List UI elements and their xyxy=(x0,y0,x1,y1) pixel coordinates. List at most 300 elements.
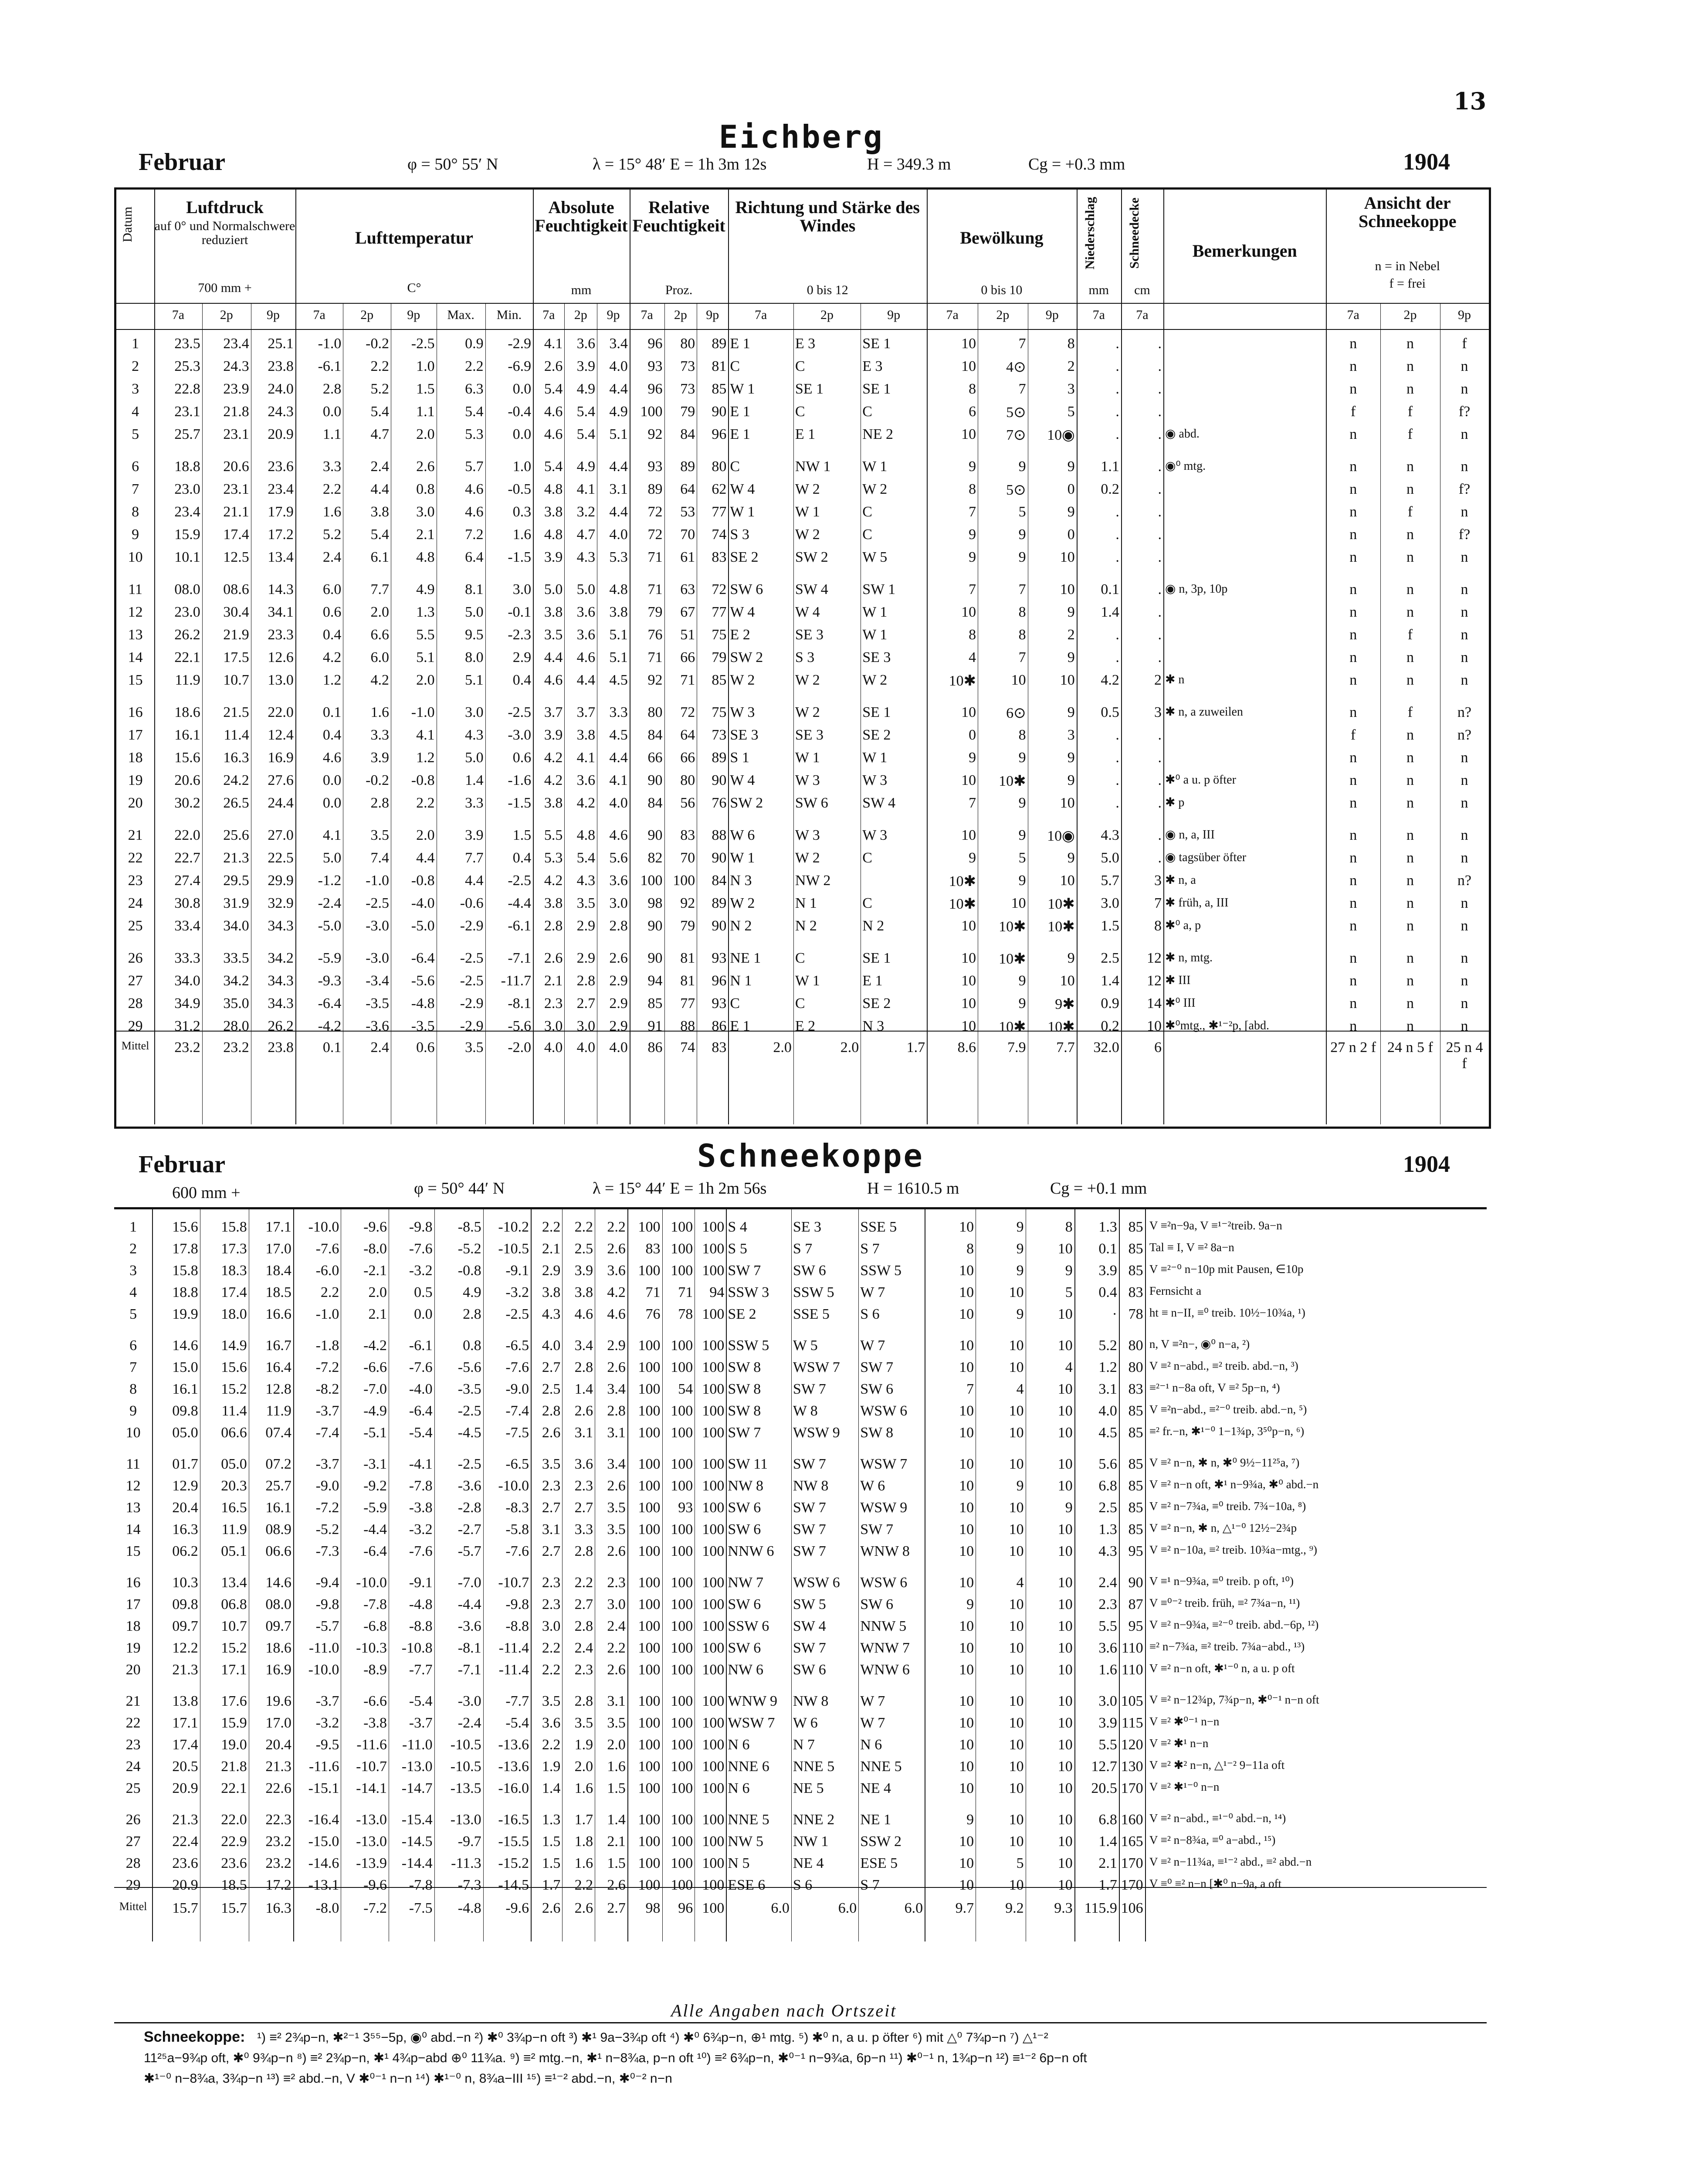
value-cell: 71 xyxy=(680,672,695,688)
value-cell: 18.6 xyxy=(265,1640,291,1656)
remark-cell: V ≡² n−7¾a, ≡⁰ treib. 7¾−10a, ⁸) xyxy=(1149,1500,1306,1513)
date-cell: 27 xyxy=(128,973,143,989)
value-cell: 84 xyxy=(680,426,695,442)
value-cell: -1.0 xyxy=(318,336,342,352)
value-cell: -3.7 xyxy=(315,1693,339,1709)
value-cell: 3.5 xyxy=(607,1521,626,1538)
value-cell: 67 xyxy=(680,604,695,620)
value-cell: n xyxy=(1349,750,1357,766)
mittel-cell: 15.7 xyxy=(221,1900,247,1916)
value-cell: . xyxy=(1158,404,1162,420)
value-cell: 6.3 xyxy=(465,381,484,397)
value-cell: E 1 xyxy=(862,973,883,989)
value-cell: -6.6 xyxy=(363,1359,387,1375)
value-cell: 3.9 xyxy=(1098,1715,1117,1731)
value-cell: W 2 xyxy=(795,672,820,688)
mittel-cell: 2.7 xyxy=(607,1900,626,1916)
value-cell: NW 8 xyxy=(793,1478,829,1494)
value-cell: -8.8 xyxy=(409,1618,433,1634)
value-cell: 2.3 xyxy=(574,1478,593,1494)
date-cell: 19 xyxy=(125,1640,141,1656)
value-cell: 2.8 xyxy=(574,1359,593,1375)
value-cell: 6.8 xyxy=(1098,1812,1117,1828)
value-cell: SSW 5 xyxy=(728,1337,769,1354)
value-cell: 2.6 xyxy=(607,1543,626,1559)
value-cell: 100 xyxy=(702,1596,725,1612)
value-cell: 1.6 xyxy=(574,1855,593,1871)
value-cell: 10.7 xyxy=(223,672,249,688)
value-cell: -6.5 xyxy=(505,1456,529,1472)
value-cell: 2.7 xyxy=(574,1500,593,1516)
value-cell: 10 xyxy=(1057,1833,1073,1850)
value-cell: 0.0 xyxy=(512,426,532,442)
abs-humidity-header: Absolute Feuchtigkeit xyxy=(535,197,628,235)
value-cell: 3.6 xyxy=(1098,1640,1117,1656)
value-cell: 100 xyxy=(671,1640,693,1656)
value-cell: 2.0 xyxy=(368,1284,387,1300)
value-cell: NW 5 xyxy=(728,1833,763,1850)
value-cell: NE 1 xyxy=(730,950,761,966)
value-cell: . xyxy=(1158,772,1162,788)
value-cell: 14.6 xyxy=(265,1575,291,1591)
value-cell: . xyxy=(1158,549,1162,565)
remark-cell: ✱ n, mtg. xyxy=(1165,951,1213,964)
table-row xyxy=(114,1812,1487,1833)
value-cell: . xyxy=(1158,358,1162,374)
value-cell: -4.9 xyxy=(363,1403,387,1419)
table-row xyxy=(116,404,1489,425)
value-cell: C xyxy=(862,404,872,420)
value-cell: 10 xyxy=(959,1521,974,1538)
schneekoppe-latitude: φ = 50° 44′ N xyxy=(414,1179,505,1198)
value-cell: 23.2 xyxy=(265,1855,291,1871)
value-cell: 10 xyxy=(1057,1596,1073,1612)
table-row xyxy=(114,1855,1487,1876)
value-cell: 2.1 xyxy=(368,1306,387,1322)
value-cell: 16.7 xyxy=(265,1337,291,1354)
schneekoppe-year: 1904 xyxy=(1403,1151,1450,1177)
value-cell: E 2 xyxy=(795,1018,816,1034)
time-subheader: 9p xyxy=(706,308,719,322)
value-cell: SW 7 xyxy=(860,1521,894,1538)
value-cell: 10 xyxy=(959,1715,974,1731)
value-cell: 0.0 xyxy=(322,772,342,788)
mittel-cell: -8.0 xyxy=(315,1900,339,1916)
mittel-cell: 25 n 4 f xyxy=(1446,1039,1483,1072)
value-cell: 1.9 xyxy=(574,1737,593,1753)
value-cell: W 5 xyxy=(862,549,888,565)
value-cell: -2.4 xyxy=(318,895,342,911)
value-cell: 18.5 xyxy=(265,1284,291,1300)
mittel-cell: 4.0 xyxy=(609,1039,628,1056)
value-cell: -9.6 xyxy=(363,1219,387,1235)
value-cell: -3.0 xyxy=(508,727,532,743)
value-cell: 100 xyxy=(671,1715,693,1731)
value-cell: f xyxy=(1407,426,1413,442)
value-cell: -6.4 xyxy=(318,995,342,1011)
value-cell: 3.9 xyxy=(465,827,484,843)
value-cell: -6.6 xyxy=(363,1693,387,1709)
value-cell: 6.8 xyxy=(1098,1478,1117,1494)
value-cell: 20.6 xyxy=(174,772,200,788)
value-cell: · xyxy=(1112,1306,1117,1322)
value-cell: 15.8 xyxy=(221,1219,247,1235)
value-cell: 9 xyxy=(1018,827,1026,843)
value-cell: -8.1 xyxy=(508,995,532,1011)
value-cell: f xyxy=(1351,404,1356,420)
value-cell: SSW 2 xyxy=(860,1833,902,1850)
value-cell: W 4 xyxy=(730,772,755,788)
value-cell: 9 xyxy=(969,850,976,866)
value-cell: 23.1 xyxy=(174,404,200,420)
value-cell: -2.7 xyxy=(458,1521,481,1538)
value-cell: C xyxy=(730,995,740,1011)
value-cell: 22.1 xyxy=(221,1780,247,1796)
value-cell: 10 xyxy=(1057,1306,1073,1322)
value-cell: 5⊙ xyxy=(1006,404,1026,421)
value-cell: 0.8 xyxy=(463,1337,481,1354)
remark-cell: V ≡² n−n, ✱ n, △¹⁻⁰ 12½−2¾p xyxy=(1149,1521,1297,1534)
value-cell: 16.4 xyxy=(265,1359,291,1375)
value-cell: -4.2 xyxy=(363,1337,387,1354)
value-cell: -3.2 xyxy=(315,1715,339,1731)
value-cell: SE 3 xyxy=(862,649,891,665)
value-cell: 100 xyxy=(638,1219,661,1235)
value-cell: 5.5 xyxy=(1098,1737,1117,1753)
value-cell: n xyxy=(1406,750,1414,766)
value-cell: 100 xyxy=(671,1425,693,1441)
value-cell: -3.1 xyxy=(363,1456,387,1472)
value-cell: 26.2 xyxy=(174,627,200,643)
value-cell: -9.4 xyxy=(315,1575,339,1591)
mittel-cell: 2.0 xyxy=(773,1039,792,1056)
value-cell: 2.3 xyxy=(542,1575,561,1591)
value-cell: SW 7 xyxy=(728,1263,761,1279)
value-cell: . xyxy=(1158,795,1162,811)
value-cell: 21.1 xyxy=(223,504,249,520)
value-cell: 3.8 xyxy=(544,504,563,520)
table-row xyxy=(114,1662,1487,1683)
value-cell: 4 xyxy=(969,649,976,665)
value-cell: W 7 xyxy=(860,1337,885,1354)
value-cell: -7.1 xyxy=(458,1662,481,1678)
value-cell: -4.2 xyxy=(318,1018,342,1034)
value-cell: 21.8 xyxy=(223,404,249,420)
value-cell: -4.4 xyxy=(508,895,532,911)
remark-cell: V ≡² n−abd., ≡² treib. abd.−n, ³) xyxy=(1149,1359,1298,1372)
value-cell: 10◉ xyxy=(1047,427,1075,443)
value-cell: 4.9 xyxy=(576,458,596,475)
value-cell: 3.0 xyxy=(542,1618,561,1634)
value-cell: 100 xyxy=(671,1359,693,1375)
value-cell: 5.2 xyxy=(322,526,342,543)
value-cell: f? xyxy=(1458,404,1471,420)
value-cell: 13.4 xyxy=(221,1575,247,1591)
value-cell: 2.4 xyxy=(1098,1575,1117,1591)
value-cell: 9 xyxy=(1018,526,1026,543)
value-cell: 94 xyxy=(647,973,663,989)
date-cell: 7 xyxy=(129,1359,137,1375)
value-cell: -9.0 xyxy=(315,1478,339,1494)
date-cell: 12 xyxy=(128,604,143,620)
value-cell: 4.4 xyxy=(544,649,563,665)
value-cell: 5.4 xyxy=(465,404,484,420)
date-cell: 27 xyxy=(125,1833,141,1850)
value-cell: -7.1 xyxy=(508,950,532,966)
value-cell: 2.9 xyxy=(607,1337,626,1354)
value-cell: 72 xyxy=(680,704,695,720)
value-cell: 100 xyxy=(638,1478,661,1494)
value-cell: 3.0 xyxy=(416,504,435,520)
schneekoppe-height: H = 1610.5 m xyxy=(867,1179,959,1198)
time-subheader: 7a xyxy=(754,308,767,322)
value-cell: -1.6 xyxy=(508,772,532,788)
value-cell: 81 xyxy=(712,358,727,374)
value-cell: -10.0 xyxy=(356,1575,387,1591)
remark-cell: V ≡² n−n, ✱ n, ✱⁰ 9½−11²⁵a, ⁷) xyxy=(1149,1456,1300,1469)
value-cell: 71 xyxy=(647,581,663,597)
value-cell: -16.0 xyxy=(498,1780,529,1796)
value-cell: 1.5 xyxy=(542,1855,561,1871)
value-cell: 10 xyxy=(1009,1812,1024,1828)
value-cell: C xyxy=(795,358,805,374)
value-cell: 10 xyxy=(959,1284,974,1300)
value-cell: N 3 xyxy=(730,872,752,889)
value-cell: N 7 xyxy=(793,1737,815,1753)
value-cell: 1.4 xyxy=(574,1381,593,1397)
value-cell: 100 xyxy=(671,1456,693,1472)
value-cell: 35.0 xyxy=(223,995,249,1011)
value-cell: WNW 7 xyxy=(860,1640,910,1656)
time-subheader: Min. xyxy=(496,308,522,322)
value-cell: NE 2 xyxy=(862,426,894,442)
date-cell: 13 xyxy=(128,627,143,643)
value-cell: 6.0 xyxy=(370,649,389,665)
value-cell: 92 xyxy=(647,672,663,688)
value-cell: -5.4 xyxy=(409,1425,433,1441)
value-cell: 3.6 xyxy=(576,627,596,643)
value-cell: 4.1 xyxy=(576,481,596,497)
value-cell: 10 xyxy=(959,1500,974,1516)
value-cell: 2.8 xyxy=(607,1403,626,1419)
value-cell: WSW 7 xyxy=(860,1456,908,1472)
remark-cell: ✱⁰mtg., ✱¹⁻²p, [abd. xyxy=(1165,1019,1269,1032)
value-cell: NNE 2 xyxy=(793,1812,835,1828)
value-cell: 7 xyxy=(1154,895,1162,911)
value-cell: 24.3 xyxy=(268,404,294,420)
value-cell: 100 xyxy=(638,1456,661,1472)
value-cell: W 2 xyxy=(795,526,820,543)
value-cell: 100 xyxy=(702,1780,725,1796)
value-cell: 1.6 xyxy=(322,504,342,520)
value-cell: 22.1 xyxy=(174,649,200,665)
value-cell: 70 xyxy=(680,850,695,866)
value-cell: N 3 xyxy=(862,1018,884,1034)
value-cell: W 2 xyxy=(862,481,888,497)
value-cell: -6.9 xyxy=(508,358,532,374)
value-cell: 3.5 xyxy=(370,827,389,843)
value-cell: 3.8 xyxy=(544,895,563,911)
value-cell: -2.5 xyxy=(458,1403,481,1419)
value-cell: 4.2 xyxy=(607,1284,626,1300)
remark-cell: ✱ n xyxy=(1165,673,1185,686)
value-cell: 21.3 xyxy=(172,1812,198,1828)
value-cell: 0.4 xyxy=(322,727,342,743)
value-cell: 3.9 xyxy=(1098,1263,1117,1279)
value-cell: 90 xyxy=(712,772,727,788)
value-cell: 85 xyxy=(1128,1403,1143,1419)
value-cell: -5.2 xyxy=(458,1241,481,1257)
value-cell: 17.9 xyxy=(268,504,294,520)
date-cell: 21 xyxy=(128,827,143,843)
value-cell: 33.5 xyxy=(223,950,249,966)
schneekoppe-gravity-correction: Cg = +0.1 mm xyxy=(1050,1179,1147,1198)
value-cell: 5.5 xyxy=(544,827,563,843)
value-cell: 9 xyxy=(1067,604,1075,620)
value-cell: 23.4 xyxy=(223,336,249,352)
value-cell: 16.9 xyxy=(265,1662,291,1678)
value-cell: 2.8 xyxy=(609,918,628,934)
value-cell: f xyxy=(1407,627,1413,643)
value-cell: 0.0 xyxy=(322,404,342,420)
value-cell: 6⊙ xyxy=(1006,705,1026,721)
value-cell: 17.1 xyxy=(221,1662,247,1678)
value-cell: -0.5 xyxy=(508,481,532,497)
value-cell: 2.3 xyxy=(542,1478,561,1494)
temperature-unit: C° xyxy=(407,281,421,295)
value-cell: 10 xyxy=(959,1478,974,1494)
value-cell: 100 xyxy=(702,1306,725,1322)
value-cell: 80 xyxy=(680,336,695,352)
value-cell: 100 xyxy=(671,1543,693,1559)
remark-cell: ✱ n, a zuweilen xyxy=(1165,705,1243,719)
value-cell: 9 xyxy=(969,526,976,543)
value-cell: -9.8 xyxy=(315,1596,339,1612)
value-cell: 10 xyxy=(1060,795,1075,811)
value-cell: 10 xyxy=(1057,1640,1073,1656)
value-cell: 4.2 xyxy=(544,772,563,788)
remark-cell: V ≡² n−8¾a, ≡⁰ a−abd., ¹⁵) xyxy=(1149,1833,1276,1846)
table-row xyxy=(116,795,1489,817)
mittel-cell: -7.5 xyxy=(409,1900,433,1916)
table-row xyxy=(114,1780,1487,1801)
footer-line-1: ¹) ≡² 2¾p−n, ✱²⁻¹ 3⁵⁵−5p, ◉⁰ abd.−n ²) ✱⁰ 3¾p−n oft ³) ✱¹ 9a−3¾p oft ⁴) ✱⁰ 6¾p−n, ⊕¹ mtg. ⁵) ✱⁰ n, a u. p öfter ⁶) mit △⁰ 7¾p−n ⁷) △¹⁻² xyxy=(257,2030,1048,2045)
mittel-cell: 15.7 xyxy=(172,1900,198,1916)
value-cell: 10 xyxy=(1057,1456,1073,1472)
value-cell: 2 xyxy=(1154,672,1162,688)
value-cell: 3.6 xyxy=(607,1263,626,1279)
value-cell: 100 xyxy=(671,1575,693,1591)
value-cell: 28.0 xyxy=(223,1018,249,1034)
value-cell: 10✱ xyxy=(949,673,976,689)
value-cell: -3.7 xyxy=(315,1456,339,1472)
value-cell: 4.4 xyxy=(609,750,628,766)
value-cell: . xyxy=(1158,426,1162,442)
value-cell: 4.4 xyxy=(416,850,435,866)
value-cell: 54 xyxy=(678,1381,693,1397)
value-cell: f xyxy=(1407,704,1413,720)
value-cell: -7.7 xyxy=(409,1662,433,1678)
value-cell: 2.0 xyxy=(416,827,435,843)
remark-cell: V ≡² n−10a, ≡² treib. 10¾a−mtg., ⁹) xyxy=(1149,1543,1318,1556)
value-cell: 18.3 xyxy=(221,1263,247,1279)
value-cell: -2.5 xyxy=(508,872,532,889)
value-cell: 16.1 xyxy=(172,1381,198,1397)
value-cell: E 1 xyxy=(730,426,750,442)
value-cell: 2.4 xyxy=(370,458,389,475)
value-cell: 100 xyxy=(702,1618,725,1634)
table-row xyxy=(114,1359,1487,1380)
value-cell: 4.3 xyxy=(1098,1543,1117,1559)
value-cell: 2.2 xyxy=(574,1877,593,1893)
value-cell: 20.5 xyxy=(1091,1780,1117,1796)
schneekoppe-table xyxy=(114,1207,1487,1950)
value-cell: 4.0 xyxy=(609,526,628,543)
value-cell: 3.5 xyxy=(542,1456,561,1472)
value-cell: 0.6 xyxy=(322,604,342,620)
value-cell: n xyxy=(1406,1018,1414,1034)
value-cell: 2 xyxy=(1067,358,1075,374)
value-cell: n xyxy=(1349,381,1357,397)
value-cell: 5.4 xyxy=(370,404,389,420)
value-cell: 8.1 xyxy=(465,581,484,597)
date-cell: 15 xyxy=(128,672,143,688)
value-cell: 0.8 xyxy=(416,481,435,497)
remark-cell: V ≡² ✱⁰⁻¹ n−n xyxy=(1149,1715,1220,1728)
value-cell: 3.4 xyxy=(574,1337,593,1354)
remark-cell: V ≡² n−11¾a, ≡¹⁻² abd., ≡² abd.−n xyxy=(1149,1855,1312,1868)
value-cell: 3.6 xyxy=(574,1456,593,1472)
value-cell: f? xyxy=(1458,481,1471,497)
value-cell: n xyxy=(1349,872,1357,889)
remark-cell: ✱⁰ a u. p öfter xyxy=(1165,773,1236,787)
value-cell: f xyxy=(1407,404,1413,420)
value-cell: 10 xyxy=(961,950,976,966)
value-cell: -2.9 xyxy=(460,995,484,1011)
value-cell: 3.1 xyxy=(609,481,628,497)
table-row xyxy=(114,1575,1487,1595)
value-cell: 8 xyxy=(966,1241,974,1257)
value-cell: 7 xyxy=(966,1381,974,1397)
value-cell: 4.4 xyxy=(609,381,628,397)
value-cell: 1.2 xyxy=(1098,1359,1117,1375)
value-cell: WSW 6 xyxy=(860,1403,908,1419)
value-cell: SW 6 xyxy=(793,1662,826,1678)
mittel-cell: 23.2 xyxy=(174,1039,200,1056)
pressure-base: 700 mm + xyxy=(198,281,252,295)
value-cell: C xyxy=(795,950,805,966)
value-cell: -4.8 xyxy=(411,995,435,1011)
value-cell: n xyxy=(1406,872,1414,889)
value-cell: 10✱ xyxy=(999,951,1026,967)
value-cell: 10.7 xyxy=(221,1618,247,1634)
table-row xyxy=(114,1596,1487,1617)
value-cell: 2.2 xyxy=(465,358,484,374)
value-cell: 01.7 xyxy=(172,1456,198,1472)
value-cell: . xyxy=(1158,604,1162,620)
value-cell: -5.0 xyxy=(318,918,342,934)
mittel-cell: -7.2 xyxy=(363,1900,387,1916)
date-cell: 19 xyxy=(128,772,143,788)
value-cell: 0.2 xyxy=(1101,1018,1119,1034)
remark-cell: V ≡² n−n oft, ✱¹⁻⁰ n, a u. p oft xyxy=(1149,1662,1295,1675)
value-cell: 85 xyxy=(712,672,727,688)
value-cell: 2 xyxy=(1067,627,1075,643)
value-cell: 3.8 xyxy=(609,604,628,620)
value-cell: 10✱ xyxy=(999,1019,1026,1035)
value-cell: 10 xyxy=(959,1337,974,1354)
value-cell: SW 4 xyxy=(793,1618,826,1634)
